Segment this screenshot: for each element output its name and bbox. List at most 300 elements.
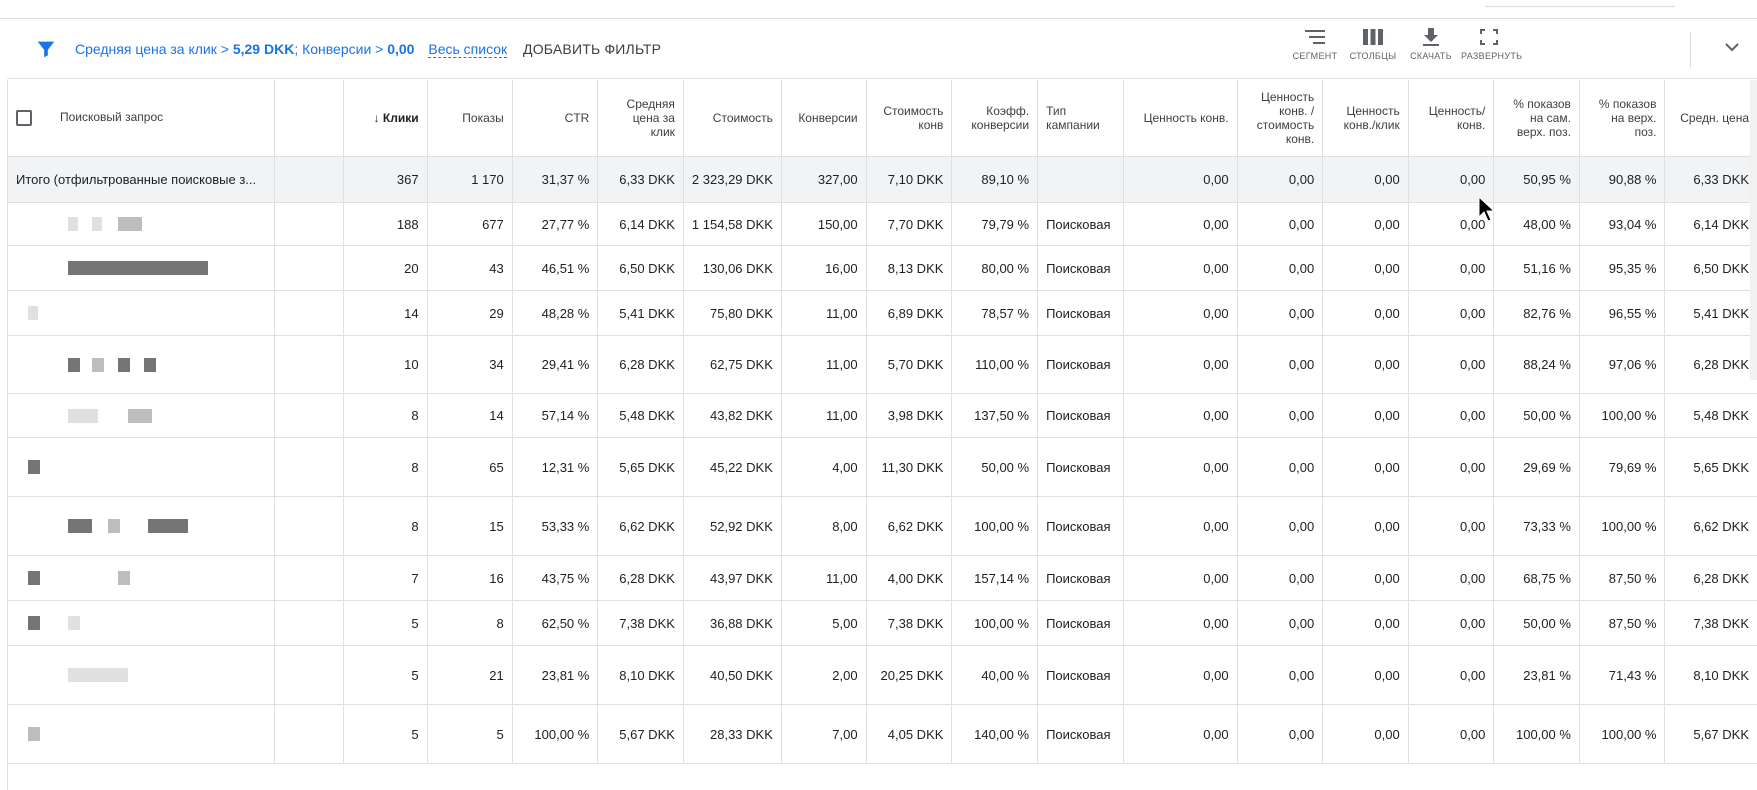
spacer-cell [275, 336, 343, 394]
table-row[interactable] [8, 497, 1757, 556]
table-cell: 0,00 [1123, 203, 1237, 246]
table-cell: 5,00 [781, 601, 866, 646]
search-underline [1485, 6, 1675, 7]
columns-button[interactable] [1345, 28, 1401, 61]
filter-chip-cpc[interactable]: Средняя цена за клик > 5,29 DKK [75, 41, 295, 57]
table-cell: 6,62 DKK [1665, 497, 1757, 556]
total-cell: 0,00 [1237, 157, 1323, 203]
table-cell: 29 [427, 291, 512, 336]
search-term-cell[interactable] [8, 336, 275, 394]
table-cell: 0,00 [1237, 394, 1323, 438]
col-conversions[interactable]: Конверсии [781, 80, 866, 157]
spacer-cell [275, 601, 343, 646]
table-cell: Поисковая [1038, 601, 1124, 646]
table-cell: 80,00 % [952, 246, 1038, 291]
segment-button[interactable] [1287, 28, 1343, 61]
search-term-cell[interactable] [8, 601, 275, 646]
table-cell: 5 [427, 705, 512, 764]
table-cell: 4,00 [781, 438, 866, 497]
table-cell: 20,25 DKK [866, 646, 952, 705]
table-cell: 40,00 % [952, 646, 1038, 705]
table-cell: Поисковая [1038, 394, 1124, 438]
columns-icon [1362, 28, 1384, 46]
col-campaign-type[interactable]: Тип кампании [1038, 80, 1124, 157]
table-cell: 43,75 % [512, 556, 598, 601]
table-cell: 65 [427, 438, 512, 497]
table-cell: 5,67 DKK [1665, 705, 1757, 764]
col-conv-rate[interactable]: Коэфф. конверсии [952, 80, 1038, 157]
table-cell: 0,00 [1323, 601, 1409, 646]
redacted-text [92, 217, 102, 231]
table-cell: 11,30 DKK [866, 438, 952, 497]
total-cell: 6,33 DKK [1665, 157, 1757, 203]
search-term-cell[interactable] [8, 394, 275, 438]
table-cell: 188 [343, 203, 427, 246]
table-cell: 0,00 [1323, 336, 1409, 394]
spacer-cell [275, 246, 343, 291]
table-cell: 0,00 [1323, 497, 1409, 556]
table-cell: 677 [427, 203, 512, 246]
table-cell: Поисковая [1038, 646, 1124, 705]
arrow-down-icon: ↓ [373, 111, 380, 125]
redacted-text [68, 616, 80, 630]
table-cell: 0,00 [1323, 438, 1409, 497]
table-cell: 0,00 [1323, 291, 1409, 336]
table-cell: 5,48 DKK [598, 394, 684, 438]
table-cell: 0,00 [1323, 646, 1409, 705]
table-cell: 28,33 DKK [683, 705, 781, 764]
top-bar [0, 0, 1757, 19]
search-term-cell[interactable] [8, 646, 275, 705]
table-cell: 5 [343, 646, 427, 705]
toolbar-divider [1690, 32, 1691, 68]
table-cell: 23,81 % [512, 646, 598, 705]
header-row [8, 80, 1757, 157]
spacer-cell [275, 497, 343, 556]
expand-button[interactable] [1461, 28, 1523, 61]
col-cost[interactable]: Стоимость [683, 80, 781, 157]
select-all-checkbox[interactable] [16, 110, 32, 126]
table-cell: 62,50 % [512, 601, 598, 646]
table-cell: 79,79 % [952, 203, 1038, 246]
table-cell: 0,00 [1237, 556, 1323, 601]
table-cell: 100,00 % [1579, 497, 1665, 556]
redacted-text [108, 519, 120, 533]
redacted-text [144, 358, 156, 372]
table-cell: 11,00 [781, 336, 866, 394]
table-cell: 0,00 [1408, 394, 1494, 438]
table-cell: 5,41 DKK [1665, 291, 1757, 336]
table-cell: 87,50 % [1579, 601, 1665, 646]
table-cell: 0,00 [1323, 705, 1409, 764]
spacer-cell [275, 646, 343, 705]
table-cell: 0,00 [1123, 556, 1237, 601]
table-row[interactable] [8, 394, 1757, 438]
table-cell: 75,80 DKK [683, 291, 781, 336]
table-cell: 48,00 % [1494, 203, 1580, 246]
table-cell: 0,00 [1408, 336, 1494, 394]
table-cell: 0,00 [1408, 438, 1494, 497]
table-row[interactable] [8, 601, 1757, 646]
table-cell: 88,24 % [1494, 336, 1580, 394]
search-term-cell[interactable] [8, 246, 275, 291]
active-filters [75, 41, 661, 57]
total-cell: 327,00 [781, 157, 866, 203]
table-cell: 0,00 [1123, 246, 1237, 291]
download-icon [1420, 28, 1442, 46]
redacted-text [68, 409, 98, 423]
col-label: Клики [382, 111, 419, 125]
table-cell: 4,00 DKK [866, 556, 952, 601]
table-cell: 97,06 % [1579, 336, 1665, 394]
spacer-cell [275, 438, 343, 497]
table-cell: 0,00 [1123, 438, 1237, 497]
col-label: Поисковый запрос [60, 110, 164, 125]
table-row[interactable] [8, 336, 1757, 394]
table-cell: 8,10 DKK [1665, 646, 1757, 705]
table-row[interactable] [8, 646, 1757, 705]
table-cell: 7,70 DKK [866, 203, 952, 246]
redacted-text [92, 358, 104, 372]
redacted-text [28, 616, 40, 630]
table-cell: Поисковая [1038, 246, 1124, 291]
table-cell: 11,00 [781, 291, 866, 336]
col-spacer [275, 80, 343, 157]
table-cell: 0,00 [1237, 497, 1323, 556]
table-cell: 137,50 % [952, 394, 1038, 438]
redacted-text [68, 217, 78, 231]
table-cell: 100,00 % [1579, 705, 1665, 764]
add-filter-button[interactable]: ДОБАВИТЬ ФИЛЬТР [523, 41, 662, 57]
table-cell: 93,04 % [1579, 203, 1665, 246]
table-cell: 20 [343, 246, 427, 291]
table-cell: 53,33 % [512, 497, 598, 556]
table-cell: 140,00 % [952, 705, 1038, 764]
total-cell: 6,33 DKK [598, 157, 684, 203]
redacted-text [28, 306, 38, 320]
filter-separator: ; [294, 41, 299, 57]
table-cell: 51,16 % [1494, 246, 1580, 291]
table-cell: 16,00 [781, 246, 866, 291]
table-cell: 5 [343, 601, 427, 646]
col-top-impr[interactable]: % показов на верх. поз. [1579, 80, 1665, 157]
table-cell: 6,50 DKK [1665, 246, 1757, 291]
table-cell: 78,57 % [952, 291, 1038, 336]
table-cell: 0,00 [1323, 203, 1409, 246]
table-cell: 7,38 DKK [1665, 601, 1757, 646]
redacted-text [118, 358, 130, 372]
table-cell: 6,62 DKK [598, 497, 684, 556]
table-cell: 2,00 [781, 646, 866, 705]
total-cell: 90,88 % [1579, 157, 1665, 203]
table-cell: 6,14 DKK [1665, 203, 1757, 246]
table-cell: 57,14 % [512, 394, 598, 438]
table-cell: 5,67 DKK [598, 705, 684, 764]
full-list-link[interactable]: Весь список [428, 41, 508, 57]
table-cell: 23,81 % [1494, 646, 1580, 705]
table-cell: 16 [427, 556, 512, 601]
table-cell: 87,50 % [1579, 556, 1665, 601]
table-cell: 79,69 % [1579, 438, 1665, 497]
table-row[interactable] [8, 246, 1757, 291]
table-cell: 3,98 DKK [866, 394, 952, 438]
table-cell: 0,00 [1408, 601, 1494, 646]
col-avg-cpc[interactable]: Средняя цена за клик [598, 80, 684, 157]
search-term-cell[interactable] [8, 497, 275, 556]
table-cell: 0,00 [1237, 246, 1323, 291]
table-cell: 6,62 DKK [866, 497, 952, 556]
table-cell: 0,00 [1237, 601, 1323, 646]
total-cell: 89,10 % [952, 157, 1038, 203]
table-cell: 45,22 DKK [683, 438, 781, 497]
table-cell: 0,00 [1237, 438, 1323, 497]
col-conv-value-cost[interactable]: Ценность конв. / стоимость конв. [1237, 80, 1323, 157]
table-cell: 14 [343, 291, 427, 336]
total-cell: 2 323,29 DKK [683, 157, 781, 203]
total-cell: 367 [343, 157, 427, 203]
table-row[interactable] [8, 438, 1757, 497]
redacted-text [28, 460, 40, 474]
table-cell: 62,75 DKK [683, 336, 781, 394]
redacted-text [118, 217, 142, 231]
spacer-cell [275, 556, 343, 601]
total-cell: 31,37 % [512, 157, 598, 203]
table-cell: 0,00 [1123, 601, 1237, 646]
vertical-scrollbar[interactable] [1750, 80, 1757, 380]
filter-chip-conversions[interactable]: Конверсии > 0,00 [302, 41, 415, 57]
table-cell: 34 [427, 336, 512, 394]
redacted-text [68, 261, 208, 275]
table-cell: 50,00 % [952, 438, 1038, 497]
table-cell: 0,00 [1408, 556, 1494, 601]
table-cell: 0,00 [1408, 246, 1494, 291]
col-conv-value[interactable]: Ценность конв. [1123, 80, 1237, 157]
total-cell [1038, 157, 1124, 203]
col-ctr[interactable]: CTR [512, 80, 598, 157]
table-cell: 82,76 % [1494, 291, 1580, 336]
table-cell: 5,65 DKK [598, 438, 684, 497]
table-cell: 0,00 [1123, 646, 1237, 705]
table-cell: 100,00 % [1494, 705, 1580, 764]
redacted-text [68, 668, 128, 682]
table-row[interactable] [8, 291, 1757, 336]
col-value-conv[interactable]: Ценность/ конв. [1408, 80, 1494, 157]
table-cell: 68,75 % [1494, 556, 1580, 601]
table-cell: 1 154,58 DKK [683, 203, 781, 246]
table-cell: 7,38 DKK [866, 601, 952, 646]
table-cell: 157,14 % [952, 556, 1038, 601]
table-cell: 5 [343, 705, 427, 764]
table-cell: 0,00 [1123, 394, 1237, 438]
search-term-cell[interactable] [8, 705, 275, 764]
table-cell: 36,88 DKK [683, 601, 781, 646]
col-search-term[interactable] [8, 80, 275, 157]
table-cell: 6,28 DKK [1665, 336, 1757, 394]
table-cell: 8,10 DKK [598, 646, 684, 705]
table-cell: 110,00 % [952, 336, 1038, 394]
table-cell: 21 [427, 646, 512, 705]
total-row [8, 157, 1757, 203]
table-cell: 0,00 [1408, 203, 1494, 246]
table-cell: 0,00 [1408, 497, 1494, 556]
chevron-down-icon[interactable] [1723, 40, 1741, 54]
col-impressions[interactable]: Показы [427, 80, 512, 157]
table-cell: 100,00 % [952, 497, 1038, 556]
table-cell: 15 [427, 497, 512, 556]
download-label: СКАЧАТЬ [1410, 51, 1452, 61]
mouse-cursor-icon [1478, 196, 1494, 222]
table-cell: 0,00 [1408, 291, 1494, 336]
table-cell: Поисковая [1038, 438, 1124, 497]
table-cell: 8 [343, 394, 427, 438]
redacted-text [128, 409, 152, 423]
table-cell: 12,31 % [512, 438, 598, 497]
table-cell: 0,00 [1237, 203, 1323, 246]
table-cell: 6,28 DKK [598, 556, 684, 601]
expand-label: РАЗВЕРНУТЬ [1461, 51, 1523, 61]
search-term-cell[interactable] [8, 556, 275, 601]
total-cell: 1 170 [427, 157, 512, 203]
table-cell: 50,00 % [1494, 601, 1580, 646]
table-cell: 100,00 % [1579, 394, 1665, 438]
table-cell: 5,70 DKK [866, 336, 952, 394]
table-cell: 0,00 [1237, 336, 1323, 394]
table-row[interactable] [8, 203, 1757, 246]
table-cell: 27,77 % [512, 203, 598, 246]
search-terms-table-wrap [7, 80, 1757, 790]
spacer-cell [275, 705, 343, 764]
table-cell: 52,92 DKK [683, 497, 781, 556]
table-cell: 130,06 DKK [683, 246, 781, 291]
table-cell: 48,28 % [512, 291, 598, 336]
table-cell: 11,00 [781, 556, 866, 601]
table-cell: 6,28 DKK [1665, 556, 1757, 601]
table-cell: 10 [343, 336, 427, 394]
table-cell: 11,00 [781, 394, 866, 438]
spacer-cell [275, 394, 343, 438]
table-cell: 0,00 [1323, 246, 1409, 291]
total-cell: 0,00 [1408, 157, 1494, 203]
redacted-text [28, 571, 40, 585]
spacer-cell [275, 291, 343, 336]
table-cell: 7,38 DKK [598, 601, 684, 646]
table-cell: 43,97 DKK [683, 556, 781, 601]
table-cell: 5,48 DKK [1665, 394, 1757, 438]
table-cell: 50,00 % [1494, 394, 1580, 438]
total-cell: 7,10 DKK [866, 157, 952, 203]
segment-icon [1304, 28, 1326, 46]
col-abs-top-impr[interactable]: % показов на сам. верх. поз. [1494, 80, 1580, 157]
table-cell: 8 [427, 601, 512, 646]
table-cell: 96,55 % [1579, 291, 1665, 336]
table-cell: 8 [343, 438, 427, 497]
table-cell: 7 [343, 556, 427, 601]
table-cell: 40,50 DKK [683, 646, 781, 705]
columns-label: СТОЛБЦЫ [1349, 51, 1397, 61]
redacted-text [118, 571, 130, 585]
table-cell: 73,33 % [1494, 497, 1580, 556]
redacted-text [28, 727, 40, 741]
col-conv-value-click[interactable]: Ценность конв./клик [1323, 80, 1409, 157]
table-row[interactable] [8, 556, 1757, 601]
table-cell: 0,00 [1323, 394, 1409, 438]
search-term-cell[interactable] [8, 203, 275, 246]
table-cell: 0,00 [1408, 646, 1494, 705]
table-cell: 4,05 DKK [866, 705, 952, 764]
table-cell: 100,00 % [512, 705, 598, 764]
table-cell: 0,00 [1123, 336, 1237, 394]
table-cell: 29,69 % [1494, 438, 1580, 497]
search-terms-table [8, 80, 1757, 764]
search-term-cell[interactable] [8, 291, 275, 336]
table-cell: 8 [343, 497, 427, 556]
table-cell: 0,00 [1237, 705, 1323, 764]
total-label: Итого (отфильтрованные поисковые з... [8, 157, 275, 203]
total-cell: 0,00 [1323, 157, 1409, 203]
table-cell: 150,00 [781, 203, 866, 246]
table-cell: 0,00 [1237, 291, 1323, 336]
table-cell: 8,13 DKK [866, 246, 952, 291]
filter-icon[interactable] [35, 38, 57, 60]
table-cell: 6,28 DKK [598, 336, 684, 394]
redacted-text [68, 358, 80, 372]
search-term-cell[interactable] [8, 438, 275, 497]
total-cell [275, 157, 343, 203]
table-cell: 71,43 % [1579, 646, 1665, 705]
redacted-text [68, 519, 92, 533]
table-cell: Поисковая [1038, 556, 1124, 601]
table-cell: Поисковая [1038, 497, 1124, 556]
table-cell: 0,00 [1123, 705, 1237, 764]
col-avg-cost[interactable]: Средн. цена [1665, 80, 1757, 157]
segment-label: СЕГМЕНТ [1292, 51, 1338, 61]
table-cell: Поисковая [1038, 705, 1124, 764]
table-cell: 0,00 [1237, 646, 1323, 705]
table-cell: 7,00 [781, 705, 866, 764]
redacted-text [148, 519, 188, 533]
total-cell: 50,95 % [1494, 157, 1580, 203]
table-row[interactable] [8, 705, 1757, 764]
table-cell: 43,82 DKK [683, 394, 781, 438]
table-cell: Поисковая [1038, 291, 1124, 336]
col-cost-per-conv[interactable]: Стоимость конв [866, 80, 952, 157]
fullscreen-icon [1478, 28, 1500, 46]
table-cell: 95,35 % [1579, 246, 1665, 291]
table-cell: 5,65 DKK [1665, 438, 1757, 497]
table-cell: 8,00 [781, 497, 866, 556]
table-cell: 100,00 % [952, 601, 1038, 646]
table-cell: 0,00 [1123, 291, 1237, 336]
spacer-cell [275, 203, 343, 246]
total-cell: 0,00 [1123, 157, 1237, 203]
table-cell: 29,41 % [512, 336, 598, 394]
table-cell: 6,89 DKK [866, 291, 952, 336]
table-cell: 43 [427, 246, 512, 291]
table-cell: 5,41 DKK [598, 291, 684, 336]
table-cell: Поисковая [1038, 203, 1124, 246]
filter-bar [7, 22, 1757, 79]
table-cell: 0,00 [1408, 705, 1494, 764]
table-cell: Поисковая [1038, 336, 1124, 394]
table-cell: 0,00 [1323, 556, 1409, 601]
download-button[interactable] [1403, 28, 1459, 61]
table-cell: 0,00 [1123, 497, 1237, 556]
table-cell: 46,51 % [512, 246, 598, 291]
table-cell: 6,14 DKK [598, 203, 684, 246]
table-cell: 6,50 DKK [598, 246, 684, 291]
table-cell: 14 [427, 394, 512, 438]
col-clicks[interactable] [343, 80, 427, 157]
